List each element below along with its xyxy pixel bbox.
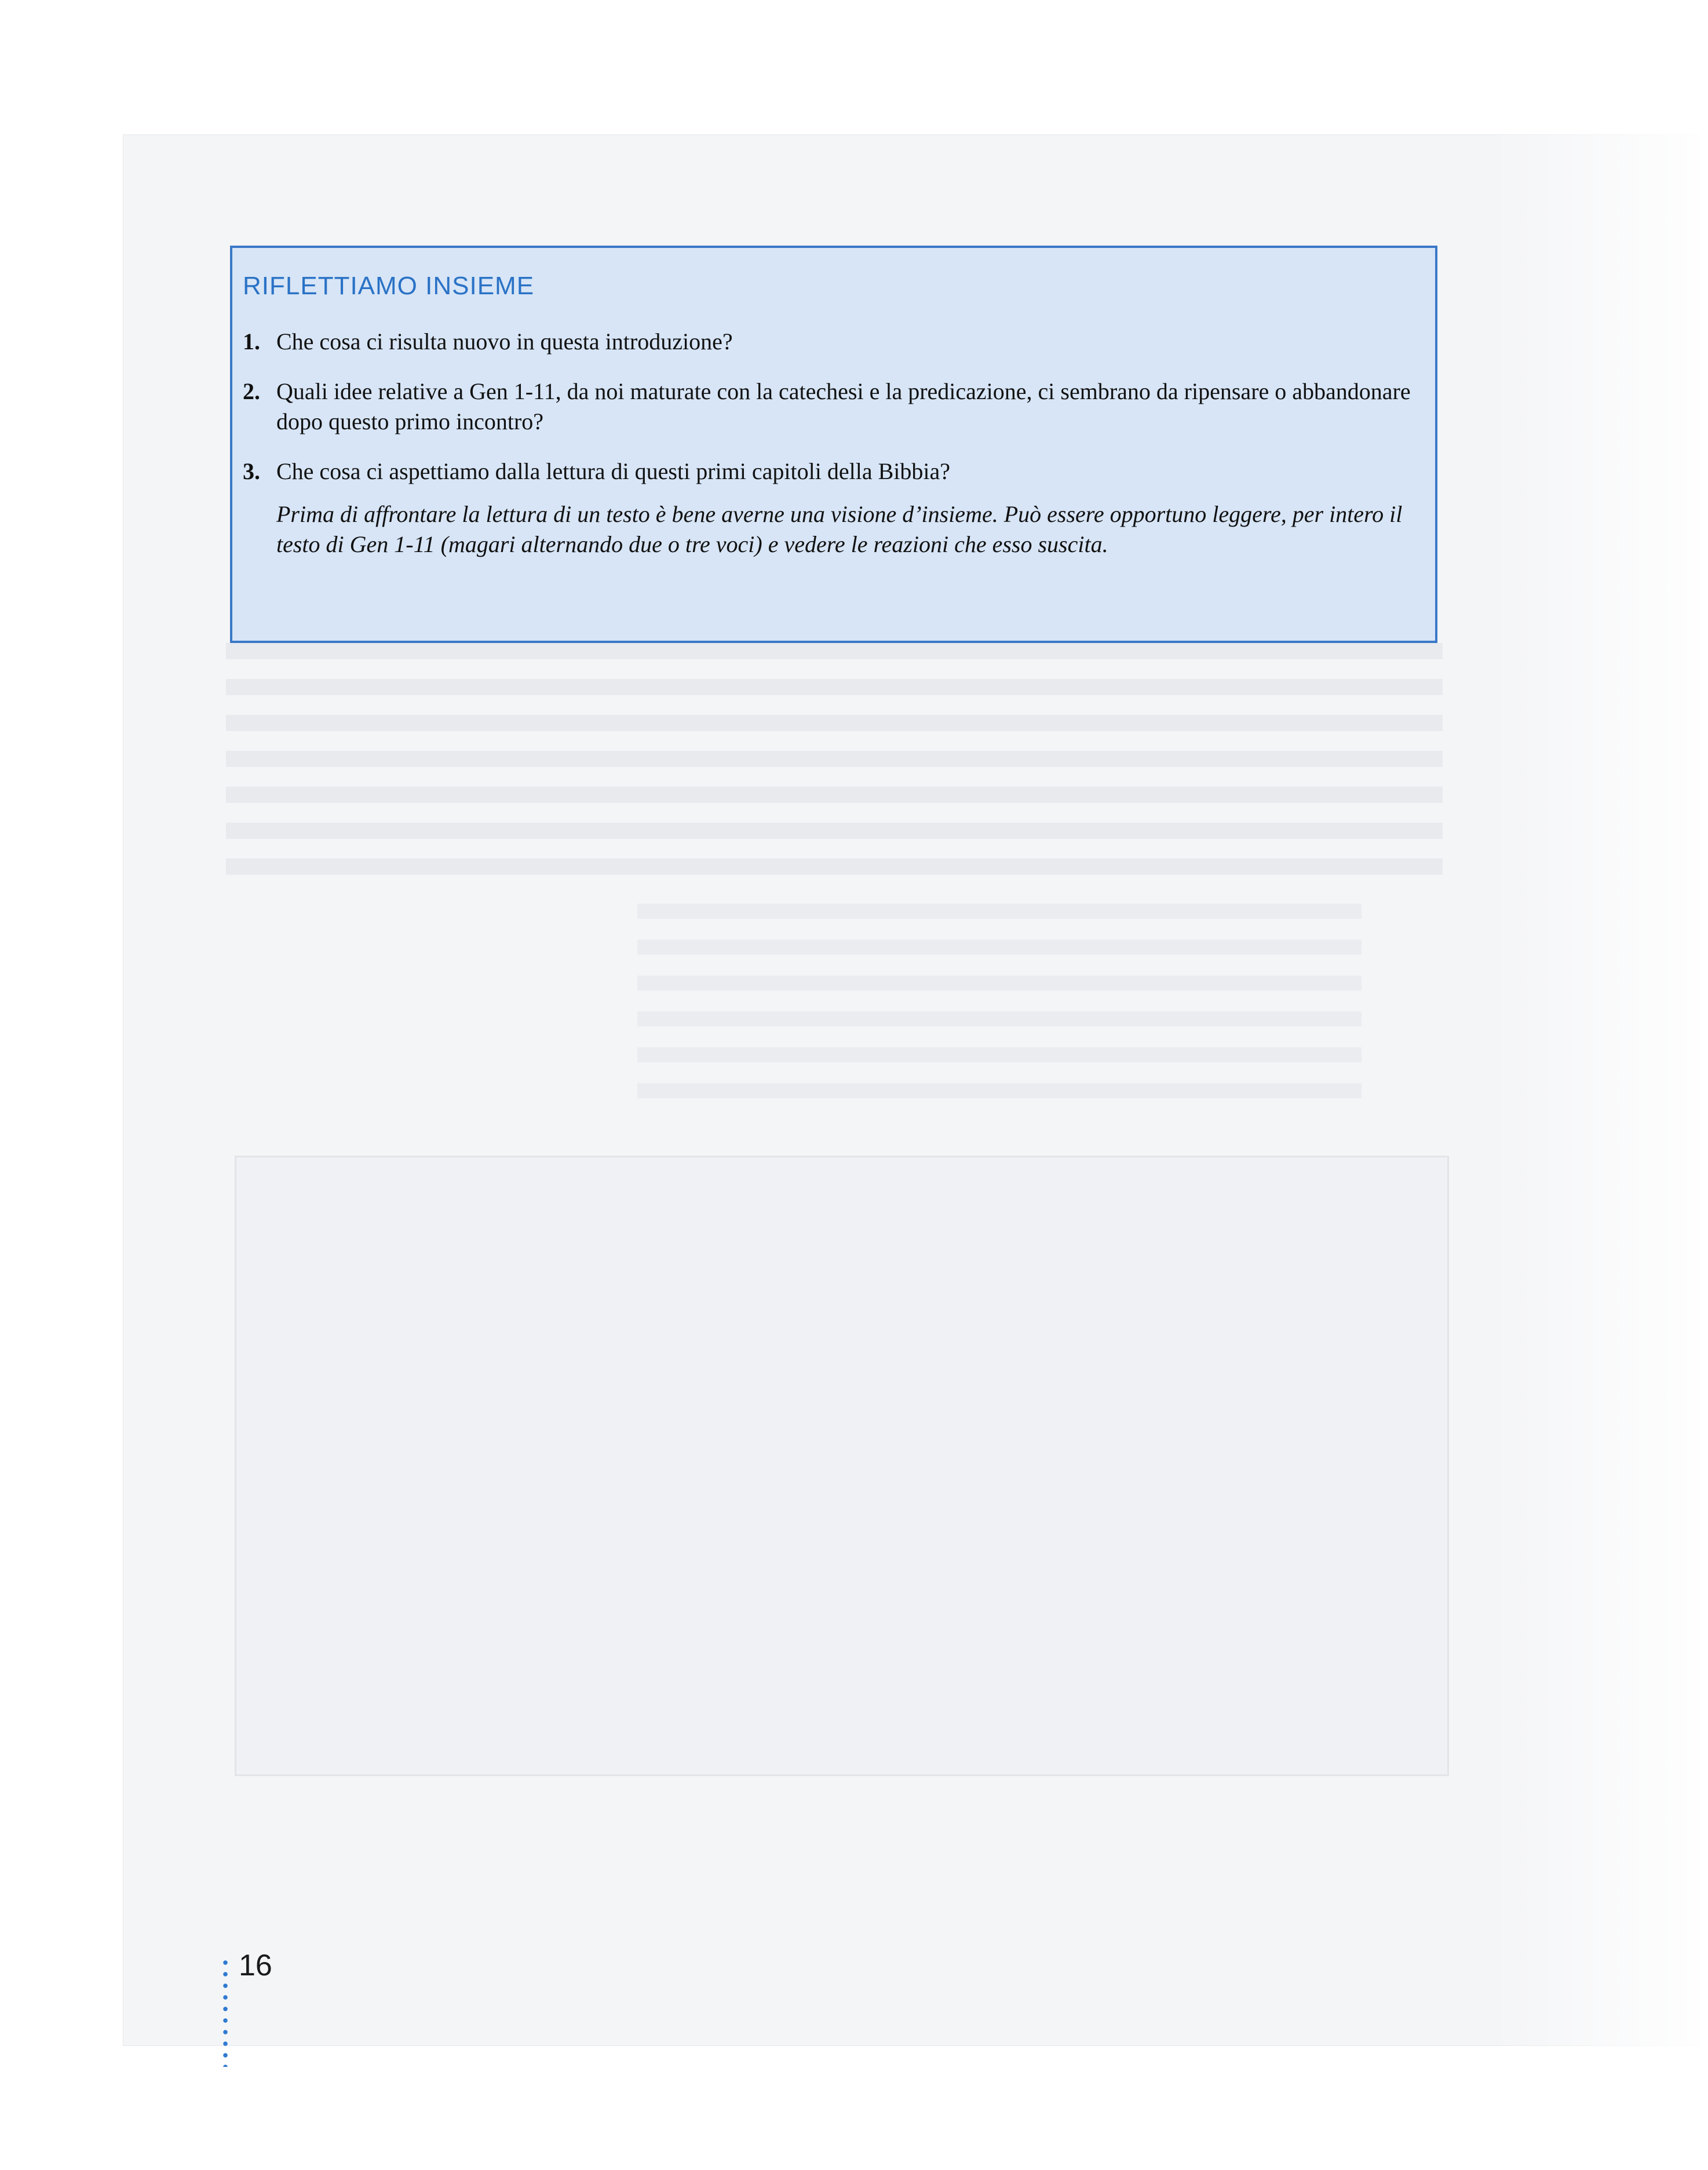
question-item bbox=[243, 456, 1414, 487]
question-text: Che cosa ci risulta nuovo in questa introduzione? bbox=[276, 328, 733, 355]
page-fold-shading bbox=[1490, 134, 1699, 2046]
question-text: Che cosa ci aspettiamo dalla lettura di questi primi capitoli della Bibbia? bbox=[276, 458, 950, 484]
question-number: 3. bbox=[243, 458, 260, 484]
question-text: Quali idee relative a Gen 1-11, da noi maturate con la catechesi e la predicazione, ci sembrano da ripensare o abbandonare dopo questo primo incontro? bbox=[276, 378, 1411, 434]
bleed-through-poem bbox=[637, 904, 1362, 1112]
page-number-block bbox=[219, 1945, 289, 2061]
question-number: 2. bbox=[243, 378, 260, 404]
reflection-box bbox=[230, 246, 1437, 643]
reading-note: Prima di affrontare la lettura di un testo è bene averne una visione d’insieme. Può essere opportuno leggere, per intero il testo di Gen 1-11 (magari alternando due o tre voci) e vedere le reazioni che esso suscita. bbox=[276, 501, 1403, 557]
question-number: 1. bbox=[243, 328, 260, 355]
bleed-through-text bbox=[226, 643, 1443, 875]
bleed-through-box bbox=[235, 1156, 1449, 1776]
question-list bbox=[243, 327, 1414, 487]
dotted-rule bbox=[222, 1957, 228, 2067]
page-number: 16 bbox=[239, 1949, 272, 1982]
question-item bbox=[243, 327, 1414, 357]
question-item bbox=[243, 377, 1414, 437]
box-title: RIFLETTIAMO INSIEME bbox=[243, 272, 535, 300]
